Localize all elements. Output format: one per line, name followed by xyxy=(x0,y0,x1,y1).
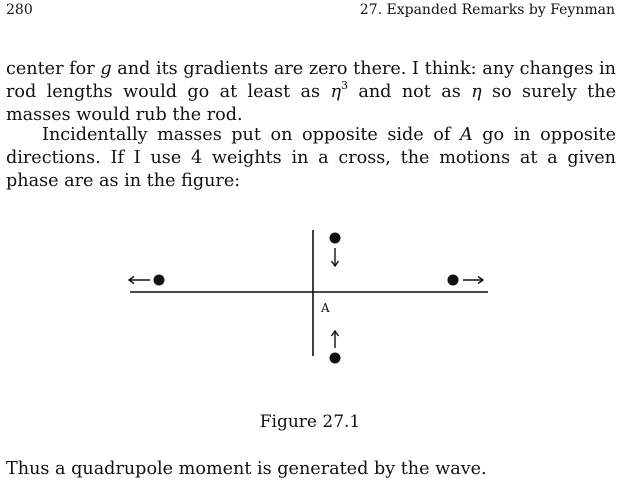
arrow-left-outward xyxy=(129,277,150,284)
p1-text-2: and its gradients are zero there. I think: any changes in rod lengths would go at least as xyxy=(6,59,616,102)
mass-right xyxy=(448,275,459,286)
running-head: 27. Expanded Remarks by Feynman xyxy=(359,2,615,18)
mass-left xyxy=(154,275,165,286)
p1-text-3: and not as xyxy=(347,82,472,102)
arrow-right-outward xyxy=(463,277,483,284)
var-g: g xyxy=(100,59,112,79)
mass-top xyxy=(330,233,341,244)
eta-symbol-2: η xyxy=(471,82,482,102)
paragraph-3: Thus a quadrupole moment is generated by the wave. xyxy=(6,459,487,479)
center-label-A: A xyxy=(321,301,330,315)
mass-bottom xyxy=(330,353,341,364)
arrow-bottom-inward xyxy=(332,331,339,348)
var-A: A xyxy=(459,125,473,145)
arrow-top-inward xyxy=(332,248,339,266)
p1-text-1: center for xyxy=(6,59,101,79)
page-number: 280 xyxy=(6,2,33,18)
p1-text-4: so surely the masses would rub the rod. xyxy=(6,82,616,125)
eta-symbol: η xyxy=(330,82,341,102)
p2-text-1: Incidentally masses put on opposite side of xyxy=(42,125,460,145)
figure-caption: Figure 27.1 xyxy=(259,412,361,432)
p2-text-2: go in opposite directions. If I use 4 weights in a cross, the motions at a given phase are as in the figure: xyxy=(6,125,616,191)
exponent: 3 xyxy=(340,79,348,92)
